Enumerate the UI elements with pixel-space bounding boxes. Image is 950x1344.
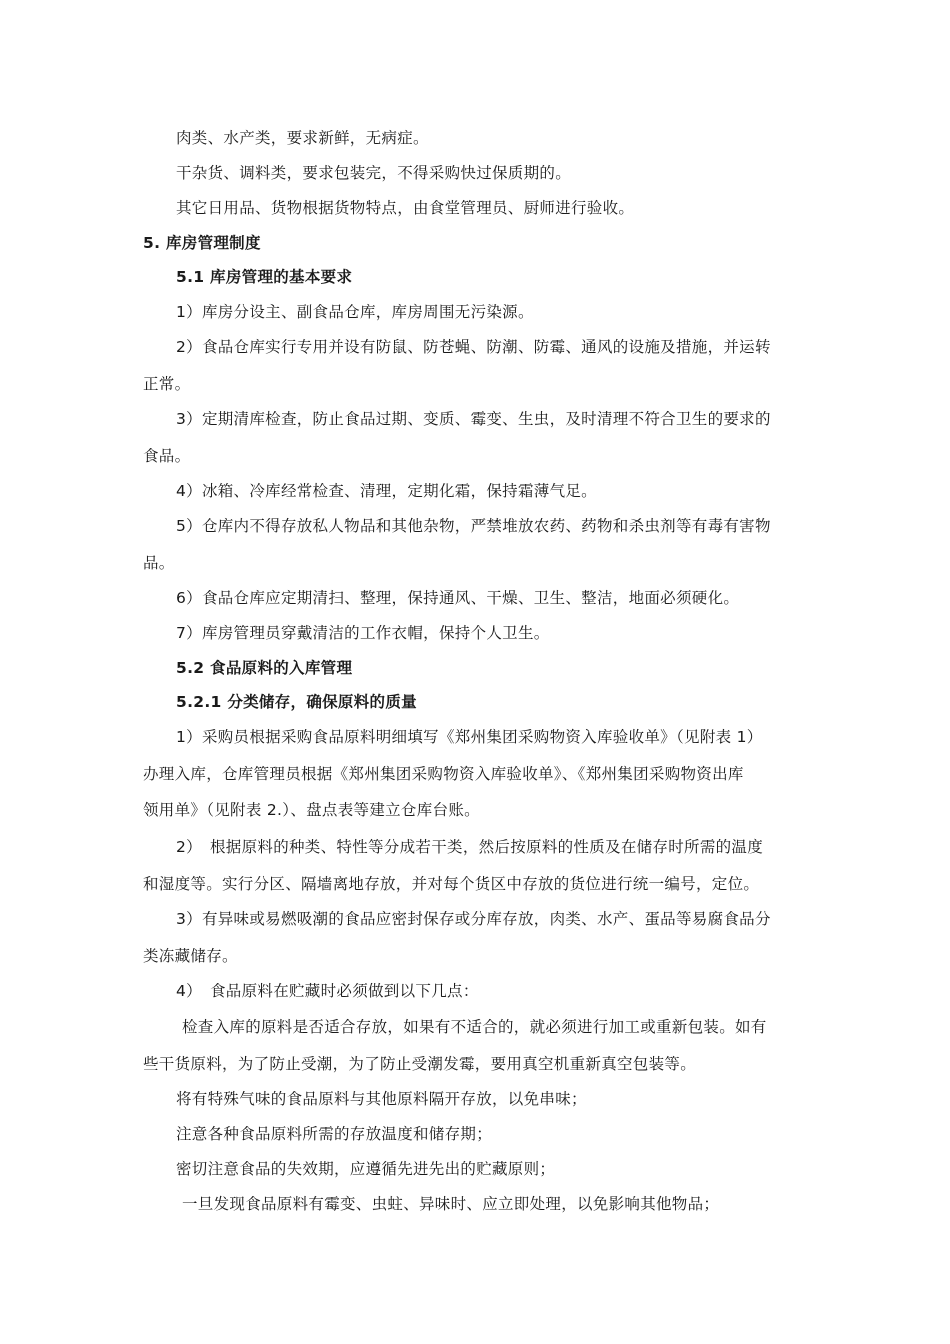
list-item-4: 4）冰箱、冷库经常检查、清理，定期化霜，保持霜薄气足。	[176, 482, 597, 500]
storage-rule-odor: 将有特殊气味的食品原料与其他原料隔开存放，以免串味；	[176, 1090, 587, 1108]
heading-section-5: 5. 库房管理制度	[143, 234, 261, 252]
list-item-7: 7）库房管理员穿戴清洁的工作衣帽，保持个人卫生。	[176, 624, 550, 642]
storage-rule-inspect-line2: 些干货原料，为了防止受潮，为了防止受潮发霉，要用真空机重新真空包装等。	[143, 1055, 697, 1073]
receiving-item-1-line1: 1）采购员根据采购食品原料明细填写《郑州集团采购物资入库验收单》（见附表 1）	[176, 728, 763, 746]
list-item-5-line1: 5）仓库内不得存放私人物品和其他杂物，严禁堆放农药、药物和杀虫剂等有毒有害物	[176, 517, 771, 535]
list-item-2-line2: 正常。	[143, 375, 191, 393]
list-item-6: 6）食品仓库应定期清扫、整理，保持通风、干燥、卫生、整洁，地面必须硬化。	[176, 589, 740, 607]
list-item-5-line2: 品。	[143, 554, 175, 572]
receiving-item-3-line2: 类冻藏储存。	[143, 947, 238, 965]
paragraph-dry-goods: 干杂货、调料类，要求包装完，不得采购快过保质期的。	[176, 164, 572, 182]
receiving-item-2-line2: 和湿度等。实行分区、隔墙离地存放，并对每个货区中存放的货位进行统一编号，定位。	[143, 875, 760, 893]
heading-section-5-1: 5.1 库房管理的基本要求	[176, 268, 353, 286]
paragraph-daily-goods: 其它日用品、货物根据货物特点，由食堂管理员、厨师进行验收。	[176, 199, 635, 217]
receiving-item-4: 4） 食品原料在贮藏时必须做到以下几点：	[176, 982, 479, 1000]
list-item-2-line1: 2）食品仓库实行专用并设有防鼠、防苍蝇、防潮、防霉、通风的设施及措施，并运转	[176, 338, 771, 356]
storage-rule-temperature: 注意各种食品原料所需的存放温度和储存期；	[176, 1125, 493, 1143]
receiving-item-3-line1: 3）有异味或易燃吸潮的食品应密封保存或分库存放，肉类、水产、蛋品等易腐食品分	[176, 910, 771, 928]
storage-rule-fifo: 密切注意食品的失效期，应遵循先进先出的贮藏原则；	[176, 1160, 556, 1178]
list-item-3-line1: 3）定期清库检查，防止食品过期、变质、霉变、生虫，及时清理不符合卫生的要求的	[176, 410, 771, 428]
list-item-1: 1）库房分设主、副食品仓库，库房周围无污染源。	[176, 303, 534, 321]
list-item-3-line2: 食品。	[143, 447, 191, 465]
heading-section-5-2: 5.2 食品原料的入库管理	[176, 659, 353, 677]
storage-rule-spoilage: 一旦发现食品原料有霉变、虫蛀、异味时、应立即处理，以免影响其他物品；	[182, 1195, 720, 1213]
heading-section-5-2-1: 5.2.1 分类储存，确保原料的质量	[176, 693, 417, 711]
receiving-item-1-line2: 办理入库，仓库管理员根据《郑州集团采购物资入库验收单》、《郑州集团采购物资出库	[143, 765, 744, 783]
storage-rule-inspect-line1: 检查入库的原料是否适合存放，如果有不适合的，就必须进行加工或重新包装。如有	[182, 1018, 767, 1036]
receiving-item-1-line3: 领用单》（见附表 2.）、盘点表等建立仓库台账。	[143, 801, 480, 819]
receiving-item-2-line1: 2） 根据原料的种类、特性等分成若干类，然后按原料的性质及在储存时所需的温度	[176, 838, 764, 856]
paragraph-meat-seafood: 肉类、水产类，要求新鲜，无病症。	[176, 129, 429, 147]
